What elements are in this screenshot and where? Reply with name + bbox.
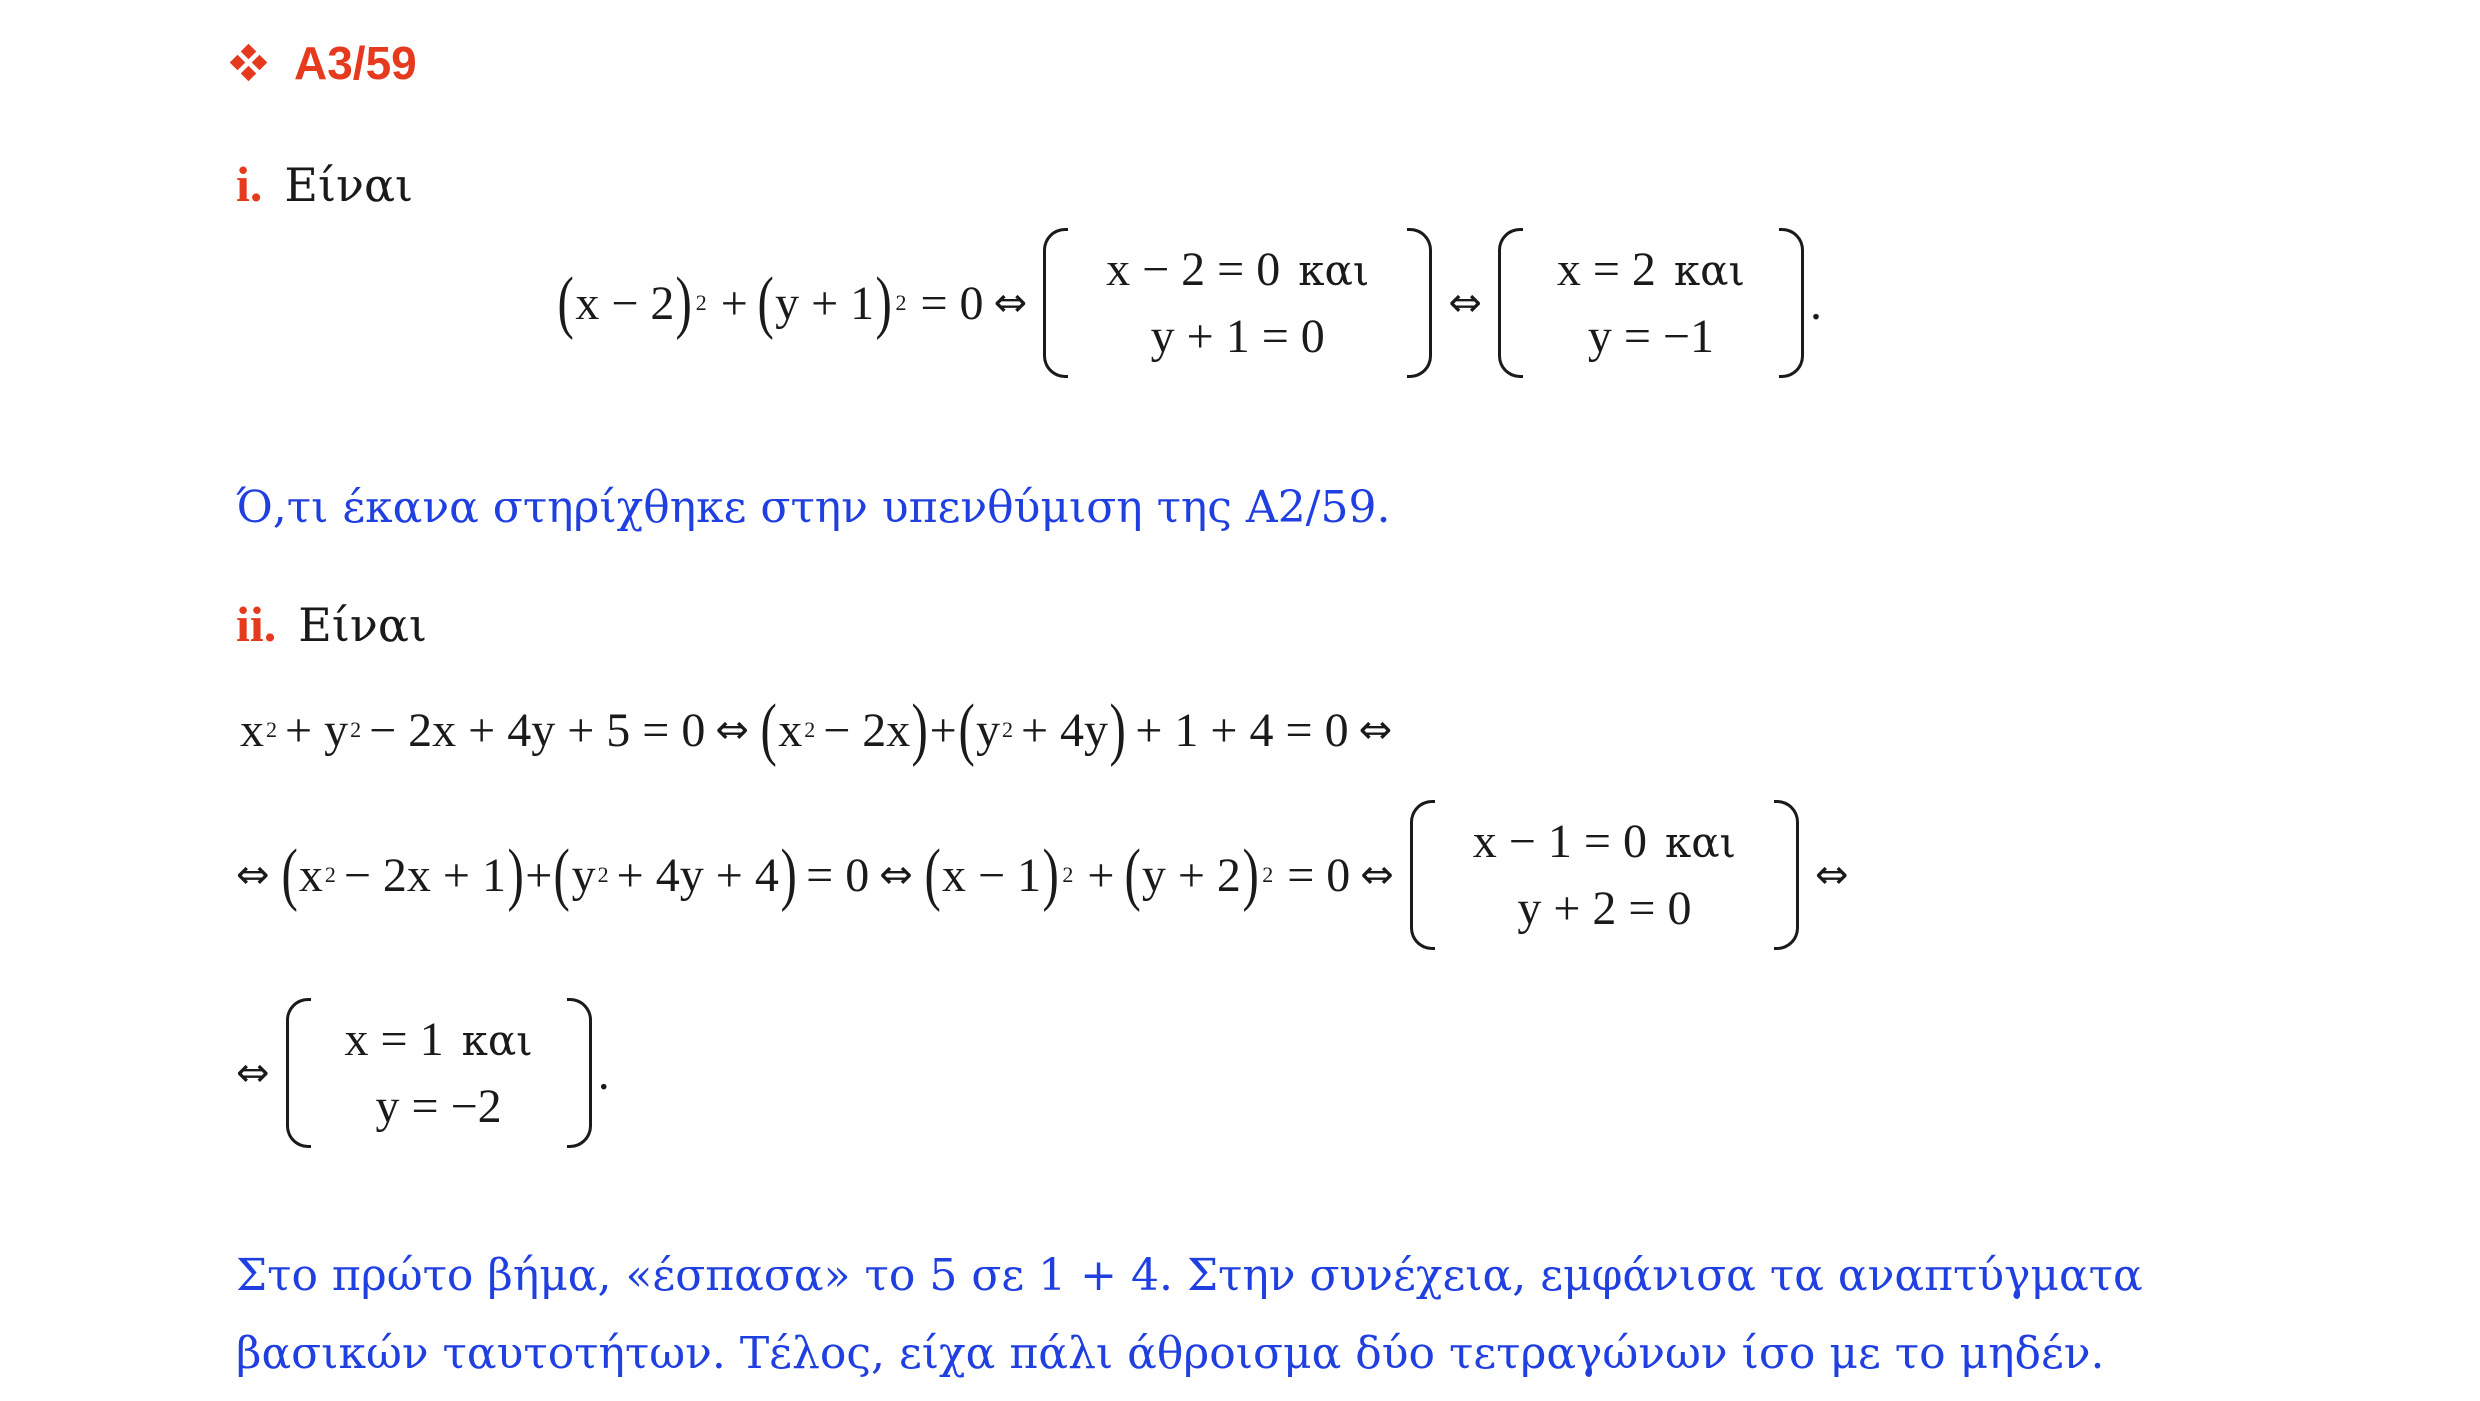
plus-sign: +	[929, 703, 957, 757]
equation-part-ii-line-1: x 2 + y 2 − 2x + 4y + 5 = 0 ⇔ ( x 2 − 2x ) + ( y 2 + 4y ) + 1 + 4 = 0 ⇔	[240, 691, 1393, 768]
equals-zero: = 0	[1287, 848, 1351, 902]
note-part-i: Ό,τι έκανα στηρίχθηκε στην υπενθύμιση της Α2/59.	[236, 482, 1391, 533]
iff-arrow-icon: ⇔	[993, 280, 1028, 326]
iff-arrow-icon: ⇔	[715, 707, 749, 753]
group-1-x: x	[298, 848, 323, 902]
tail-terms: + 1 + 4 = 0	[1135, 703, 1349, 757]
system-4-row-1: x = 1	[344, 1013, 444, 1066]
kai-word: και	[1298, 246, 1370, 295]
part-ii-intro-text: Είναι	[298, 598, 427, 652]
exponent: 2	[1001, 717, 1013, 742]
heading-title: A3/59	[294, 37, 417, 89]
iff-arrow-icon: ⇔	[1815, 852, 1849, 898]
part-i-intro	[236, 155, 413, 213]
part-i-label: i.	[236, 156, 263, 212]
system-3-row-2: y + 2 = 0	[1517, 882, 1692, 935]
term-y-plus-1: y + 1	[775, 276, 875, 330]
iff-arrow-icon: ⇔	[1448, 280, 1482, 326]
system-1-row-1: x − 2 = 0	[1106, 243, 1281, 296]
iff-arrow-icon: ⇔	[1358, 707, 1393, 753]
equation-part-ii-line-3	[236, 998, 610, 1148]
group-1-rest: − 2x	[823, 703, 911, 757]
period: .	[597, 1046, 610, 1100]
system-4	[286, 998, 592, 1148]
system-3	[1410, 800, 1799, 950]
term-y-plus-2: y + 2	[1141, 848, 1241, 902]
exponent: 2	[1262, 862, 1274, 887]
exponent: 2	[1062, 862, 1074, 887]
equation-part-ii-line-2: ⇔ ( x 2 − 2x + 1 ) + ( y 2 + 4y + 4 ) = 0 ⇔ ( x − 1 ) 2 + ( y + 2 ) 2 = 0 ⇔ x − 1 = 0 και y + 2 = 0 ⇔	[236, 800, 1859, 950]
system-2-row-1: x = 2	[1556, 243, 1656, 296]
system-3-row-1: x − 1 = 0	[1472, 815, 1647, 868]
system-1	[1043, 228, 1432, 378]
kai-word: και	[1673, 246, 1745, 295]
period: .	[1810, 276, 1822, 330]
system-2	[1498, 228, 1804, 378]
plus-sign: +	[525, 848, 553, 902]
part-i-intro-text: Είναι	[284, 158, 414, 212]
exponent: 2	[804, 717, 816, 742]
iff-arrow-icon: ⇔	[879, 852, 913, 898]
term-x-minus-2: x − 2	[575, 276, 675, 330]
plus-sign: +	[1087, 848, 1115, 902]
exponent: 2	[895, 290, 907, 315]
group-2-rest: + 4y + 4	[616, 848, 779, 902]
diamond-bullet-icon	[232, 46, 266, 80]
note-part-ii-line-2: βασικών ταυτοτήτων. Τέλος, είχα πάλι άθροισμα δύο τετραγώνων ίσο με το μηδέν.	[236, 1328, 2105, 1379]
kai-word: και	[461, 1016, 533, 1065]
plus-sign: +	[720, 276, 748, 330]
exponent: 2	[350, 717, 362, 742]
term-x-minus-1: x − 1	[942, 848, 1042, 902]
exponent: 2	[597, 862, 609, 887]
exponent: 2	[266, 717, 277, 742]
term-x: x	[240, 703, 264, 757]
equals-zero: = 0	[806, 848, 870, 902]
part-ii-label: ii.	[236, 596, 277, 652]
term-plus-y: + y	[285, 703, 349, 757]
note-part-ii-line-1: Στο πρώτο βήμα, «έσπασα» το 5 σε 1 + 4. Στην συνέχεια, εμφάνισα τα αναπτύγματα	[236, 1250, 2143, 1301]
term-rest: − 2x + 4y + 5 = 0	[369, 703, 706, 757]
iff-arrow-icon: ⇔	[1360, 852, 1394, 898]
equals-zero: = 0	[920, 276, 984, 330]
group-2-y: y	[571, 848, 596, 902]
part-ii-intro	[236, 595, 427, 653]
iff-arrow-icon: ⇔	[236, 852, 270, 898]
kai-word: και	[1664, 818, 1737, 867]
group-1-rest: − 2x + 1	[343, 848, 506, 902]
equation-part-i: ( x − 2 ) 2 + ( y + 1 ) 2 = 0 ⇔ x − 2 = 0 και y + 1 = 0 ⇔ x = 2 και y = −1 .	[556, 228, 1822, 378]
system-1-row-2: y + 1 = 0	[1150, 310, 1325, 363]
group-1-x: x	[778, 703, 803, 757]
section-heading	[232, 36, 417, 90]
system-4-row-2: y = −2	[375, 1080, 502, 1133]
exponent: 2	[695, 290, 707, 315]
group-2-y: y	[975, 703, 1000, 757]
iff-arrow-icon: ⇔	[236, 1050, 270, 1096]
group-2-rest: + 4y	[1020, 703, 1109, 757]
system-2-row-2: y = −1	[1587, 310, 1714, 363]
exponent: 2	[324, 862, 336, 887]
